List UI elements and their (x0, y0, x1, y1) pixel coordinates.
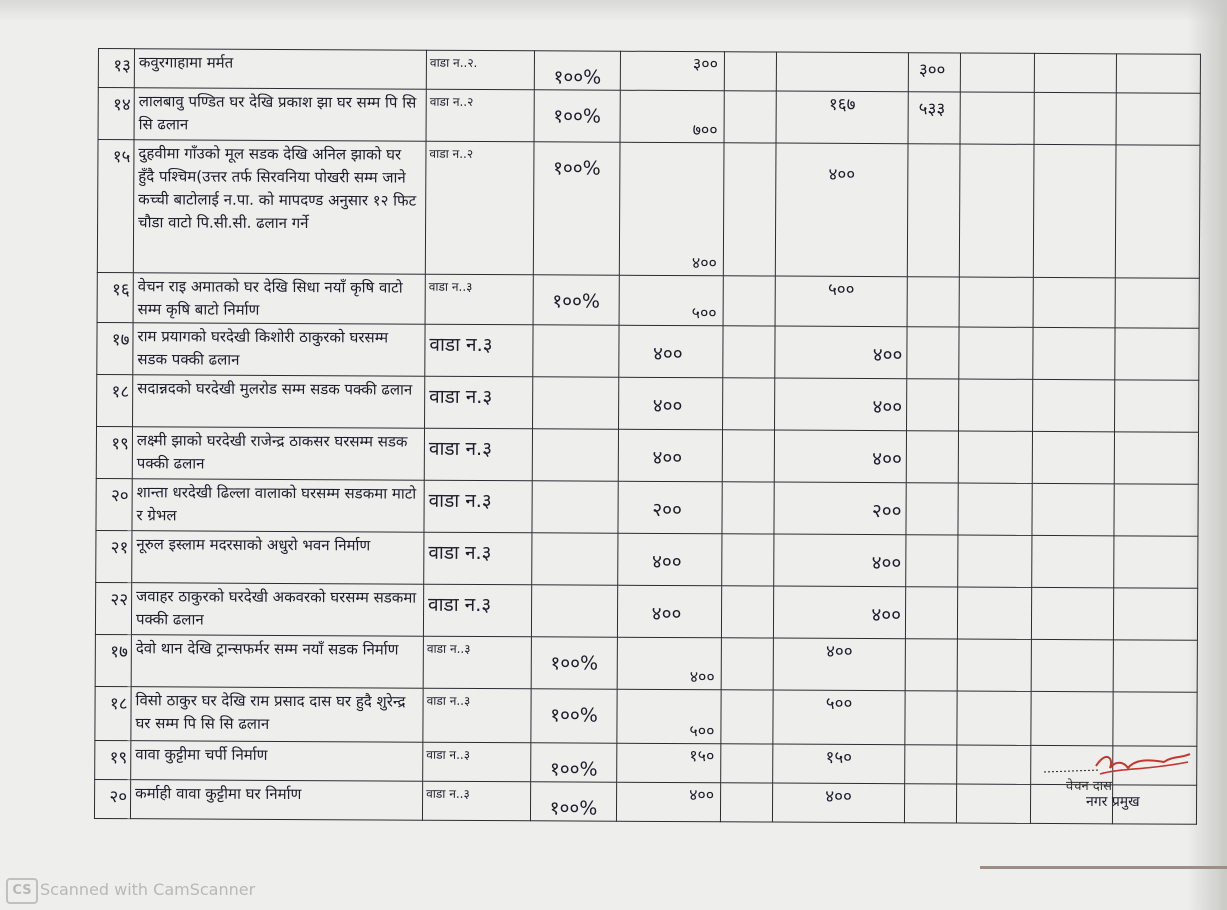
amount-cell: ५०० (619, 275, 723, 326)
ward-cell: वाडा न.३ (425, 376, 533, 429)
empty-cell (723, 326, 775, 378)
amount-cell: ४०० (617, 585, 721, 638)
percent-cell (533, 377, 619, 429)
percent-cell (532, 481, 618, 533)
amount-cell: ४०० (619, 377, 723, 430)
serial-number-cell: १३ (98, 49, 134, 88)
remaining-cell: ५३३ (908, 92, 960, 144)
remaining-cell (907, 144, 960, 277)
amount-cell: ४०० (617, 637, 721, 690)
empty-cell (1115, 328, 1199, 380)
empty-cell (958, 483, 1032, 535)
empty-cell (724, 52, 776, 91)
serial-number-cell: १८ (97, 374, 133, 426)
budget-table (94, 48, 1201, 825)
description-cell: कवुरगाहामा मर्मत (134, 49, 426, 90)
remaining-cell (905, 691, 957, 745)
signature-name: वेचन दास (1066, 779, 1112, 794)
expense-cell: ४०० (775, 326, 907, 379)
serial-number-cell: १५ (97, 140, 134, 273)
description-cell: लक्ष्मी झाको घरदेखी राजेन्द्र ठाकसर घरसम्म सडक पक्की ढलान (132, 427, 424, 481)
ward-cell: वाडा न.३ (424, 480, 532, 533)
description-cell: राम प्रयागको घरदेखी किशोरी ठाकुरको घरसम्म सडक पक्की ढलान (133, 323, 425, 377)
empty-cell (958, 535, 1032, 587)
expense-cell: ५०० (773, 690, 905, 745)
table-row (97, 140, 1200, 279)
amount-cell: ४०० (619, 325, 723, 378)
camscanner-watermark: Scanned with CamScanner (40, 880, 256, 899)
empty-cell (957, 691, 1031, 745)
amount-cell: ५०० (617, 689, 721, 744)
remaining-cell (906, 431, 958, 483)
empty-cell (959, 327, 1033, 379)
remaining-cell: ३०० (908, 53, 960, 92)
empty-cell (959, 379, 1033, 431)
amount-cell: ४०० (619, 142, 724, 276)
amount-cell: ४०० (618, 533, 722, 586)
ward-cell: वाडा न..३ (422, 781, 530, 821)
table-row (97, 322, 1199, 380)
empty-cell (721, 638, 773, 690)
expense-cell: ४०० (775, 378, 907, 431)
percent-cell (532, 429, 618, 481)
remaining-cell (905, 745, 957, 784)
table-row (97, 272, 1199, 328)
empty-cell (1114, 484, 1198, 536)
percent-cell: १००% (531, 637, 617, 689)
serial-number-cell: २० (96, 478, 132, 530)
expense-cell: १६७ (776, 91, 908, 144)
empty-cell (1114, 536, 1198, 588)
expense-cell: १५० (773, 744, 905, 784)
serial-number-cell: २१ (96, 530, 132, 582)
page-bottom-edge (980, 866, 1227, 869)
empty-cell (1032, 431, 1114, 483)
serial-number-cell: १८ (95, 686, 131, 740)
table-row (95, 634, 1197, 692)
percent-cell: १००% (530, 782, 616, 821)
description-cell: वावा कुट्टीमा चर्पी निर्माण (131, 741, 423, 782)
empty-cell (1034, 53, 1116, 92)
remaining-cell (907, 277, 959, 327)
empty-cell (959, 144, 1034, 277)
empty-cell (1115, 278, 1199, 328)
empty-cell (722, 430, 774, 482)
percent-cell: १००% (531, 743, 617, 782)
expense-cell: ४०० (775, 143, 908, 277)
empty-cell (956, 784, 1030, 823)
empty-cell (721, 744, 773, 783)
amount-cell: ७०० (620, 90, 724, 143)
empty-cell (721, 690, 773, 744)
description-cell: कर्माही वावा कुट्टीमा घर निर्माण (130, 780, 422, 821)
empty-cell (1113, 640, 1197, 692)
description-cell: लालबावु पण्डित घर देखि प्रकाश झा घर सम्म पि सि सि ढलान (134, 88, 426, 142)
expense-cell (776, 52, 908, 92)
table-row (94, 779, 1196, 824)
remaining-cell (906, 483, 958, 535)
empty-cell (1031, 587, 1113, 639)
description-cell: विसो ठाकुर घर देखि राम प्रसाद दास घर हुदै शुरेन्द्र घर सम्म पि सि सि ढलान (131, 687, 423, 743)
expense-cell: ४०० (774, 430, 906, 483)
table-row (96, 426, 1198, 484)
ward-cell: वाडा न..२. (426, 50, 534, 90)
empty-cell (722, 534, 774, 586)
table-row (98, 88, 1200, 146)
percent-cell: १००% (534, 90, 620, 142)
ward-cell: वाडा न..३ (425, 274, 533, 325)
serial-number-cell: १४ (98, 88, 134, 140)
expense-cell: ४०० (773, 638, 905, 691)
empty-cell (720, 783, 772, 822)
remaining-cell (905, 587, 957, 639)
empty-cell (959, 277, 1033, 327)
ward-cell: वाडा न.३ (424, 532, 532, 585)
ward-cell: वाडा न..३ (423, 742, 531, 782)
description-cell: शान्ता धरदेखी ढिल्ला वालाको घरसम्म सडकमा माटो र ग्रेभल (132, 479, 424, 533)
serial-number-cell: २० (94, 779, 130, 818)
empty-cell (724, 91, 776, 143)
amount-cell: ३०० (620, 51, 724, 91)
amount-cell: ४०० (618, 429, 722, 482)
empty-cell (1031, 691, 1113, 745)
empty-cell (957, 745, 1031, 784)
expense-cell: ४०० (774, 534, 906, 587)
percent-cell (532, 533, 618, 585)
ward-cell: वाडा न..२ (426, 89, 534, 142)
ward-cell: वाडा न.३ (424, 428, 532, 481)
ward-cell: वाडा न.३ (425, 324, 533, 377)
empty-cell (1033, 327, 1115, 379)
percent-cell: १००% (533, 142, 620, 275)
empty-cell (960, 92, 1034, 144)
signature-title: नगर प्रमुख (1086, 794, 1140, 810)
table-row (96, 478, 1198, 536)
empty-cell (960, 53, 1034, 92)
serial-number-cell: १७ (95, 634, 131, 686)
expense-cell: ४०० (772, 783, 904, 823)
empty-cell (1032, 483, 1114, 535)
percent-cell (531, 585, 617, 637)
serial-number-cell: १७ (97, 322, 133, 374)
empty-cell (722, 482, 774, 534)
camscanner-logo-icon: CS (6, 878, 38, 904)
empty-cell (1116, 54, 1200, 93)
table-row (95, 686, 1197, 746)
ward-cell: वाडा न.३ (423, 584, 531, 637)
remaining-cell (905, 639, 957, 691)
expense-cell: ५०० (775, 276, 907, 327)
empty-cell (1113, 692, 1197, 746)
table-row (96, 530, 1198, 588)
remaining-cell (904, 784, 956, 823)
description-cell: दुहवीमा गाँउको मूल सडक देखि अनिल झाको घर हुँदै पश्चिम(उत्तर तर्फ सिरवनिया पोखरी सम्म जाने कच्ची बाटोलाई न.पा. को मापदण्ड अनुसार १२ फिट चौडा वाटो पि.सी.सी. ढलान गर्ने (133, 140, 426, 275)
empty-cell (723, 276, 775, 326)
amount-cell: १५० (617, 743, 721, 783)
empty-cell (723, 143, 776, 276)
description-cell: सदान्नदको घरदेखी मुलरोड सम्म सडक पक्की ढलान (133, 375, 425, 429)
page-edge-top (0, 0, 1227, 22)
expense-cell: ४०० (773, 586, 905, 639)
remaining-cell (907, 379, 959, 431)
expense-cell: २०० (774, 482, 906, 535)
serial-number-cell: १९ (96, 426, 132, 478)
description-cell: देवो थान देखि ट्रान्सफर्मर सम्म नयाँ सडक निर्माण (131, 635, 423, 689)
remaining-cell (907, 327, 959, 379)
percent-cell: १००% (534, 51, 620, 90)
table-body (94, 49, 1200, 825)
empty-cell (721, 586, 773, 638)
table-row (95, 740, 1197, 785)
amount-cell: २०० (618, 481, 722, 534)
empty-cell (957, 639, 1031, 691)
empty-cell (1033, 144, 1116, 277)
ward-cell: वाडा न..३ (423, 636, 531, 689)
serial-number-cell: २२ (95, 582, 131, 634)
ward-cell: वाडा न..२ (425, 141, 534, 275)
empty-cell (1115, 145, 1200, 278)
empty-cell (723, 378, 775, 430)
serial-number-cell: १६ (97, 272, 133, 322)
empty-cell (1115, 380, 1199, 432)
percent-cell: १००% (533, 275, 619, 325)
table-row (98, 49, 1200, 94)
empty-cell (1032, 535, 1114, 587)
empty-cell (1113, 588, 1197, 640)
empty-cell (1116, 93, 1200, 145)
empty-cell (957, 587, 1031, 639)
description-cell: जवाहर ठाकुरको घरदेखी अकवरको घरसम्म सडकमा पक्की ढलान (131, 583, 423, 637)
remaining-cell (906, 535, 958, 587)
empty-cell (1033, 277, 1115, 327)
empty-cell (1031, 639, 1113, 691)
empty-cell (958, 431, 1032, 483)
percent-cell: १००% (531, 689, 617, 743)
description-cell: वेचन राइ अमातको घर देखि सिधा नयाँ कृषि वाटो सम्म कृषि बाटो निर्माण (133, 273, 425, 325)
ward-cell: वाडा न..३ (423, 688, 531, 743)
empty-cell (1034, 92, 1116, 144)
empty-cell (1114, 432, 1198, 484)
description-cell: नूरुल इस्लाम मदरसाको अधुरो भवन निर्माण (132, 531, 424, 585)
amount-cell: ४०० (616, 782, 720, 822)
empty-cell (1033, 379, 1115, 431)
table-row (95, 582, 1197, 640)
serial-number-cell: १९ (95, 740, 131, 779)
table-row (97, 374, 1199, 432)
percent-cell (533, 325, 619, 377)
